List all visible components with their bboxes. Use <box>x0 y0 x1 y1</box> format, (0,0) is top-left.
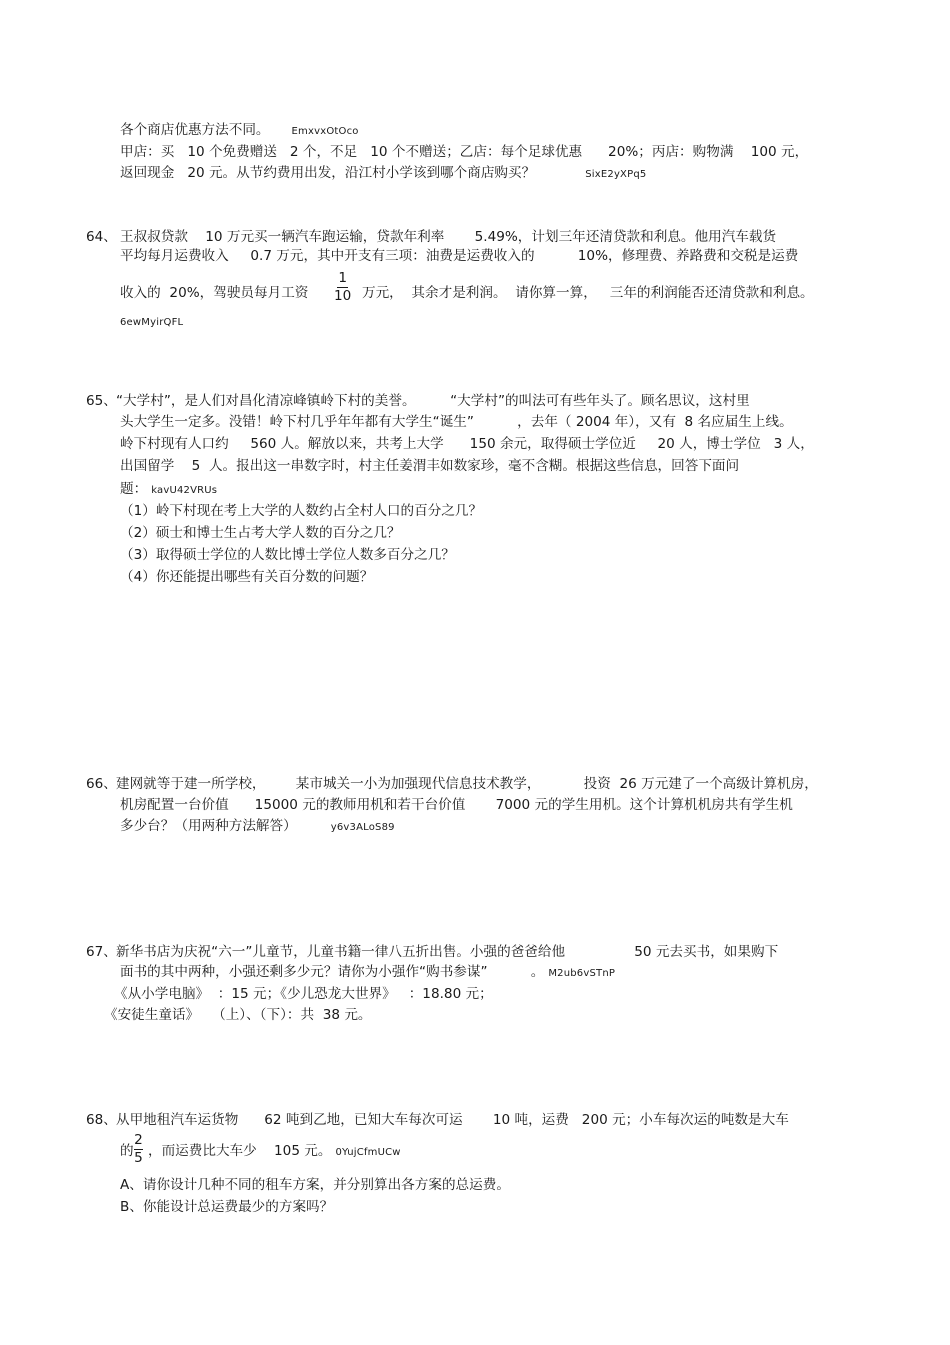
intro-line-3 <box>120 164 646 184</box>
q66-line-2: 机房配置一台价值 15000 元的教师用机和若干台价值 7000 元的学生用机。这个计算机机房共有学生机 <box>120 797 793 813</box>
q68-fraction-denominator: 5 <box>134 1150 143 1166</box>
q64-line-2: 平均每月运费收入 0.7 万元，其中开支有三项：油费是运费收入的 10%，修理费、养路费和交税是运费 <box>120 248 799 264</box>
q68-fraction-numerator: 2 <box>134 1132 143 1148</box>
intro-code-2: SixE2yXPq5 <box>585 169 647 180</box>
q64-line-3b: 万元， 其余才是利润。 请你算一算， 三年的利润能否还清贷款和利息。 <box>362 285 814 301</box>
q65-code: kavU42VRUs <box>151 485 218 496</box>
q68-code: 0YujCfmUCw <box>335 1147 401 1158</box>
q67-line-1: 新华书店为庆祝“六一”儿童节，儿童书籍一律八五折出售。小强的爸爸给他 50 元去买书，如果购下 <box>116 944 779 960</box>
q64-number: 64、 <box>86 229 117 245</box>
q67-number: 67、 <box>86 944 117 960</box>
intro-code-1: EmxvxOtOco <box>291 126 359 137</box>
q68-line-2b <box>148 1142 401 1162</box>
q66-number: 66、 <box>86 776 117 792</box>
intro-line-1 <box>120 121 359 141</box>
q67-text-2: 面书的其中两种，小强还剩多少元？请你为小强作“购书参谋” 。 <box>120 964 545 980</box>
q67-line-2 <box>120 963 615 983</box>
q65-sub-3: （3）取得硕士学位的人数比博士学位人数多百分之几？ <box>120 547 455 563</box>
q65-line-5 <box>120 480 217 500</box>
q68-line-1: 从甲地租汽车运货物 62 吨到乙地，已知大车每次可运 10 吨，运费 200 元；小车每次运的吨数是大车 <box>116 1112 789 1128</box>
q68-option-a: A、请你设计几种不同的租车方案，并分别算出各方案的总运费。 <box>120 1177 510 1193</box>
q65-number: 65、 <box>86 393 117 409</box>
q65-line-3: 岭下村现有人口约 560 人。解放以来，共考上大学 150 余元，取得硕士学位近 20 人，博士学位 3 人， <box>120 436 814 452</box>
q67-book-line-2: 《安徒生童话》 （上）、（下）：共 38 元。 <box>104 1007 372 1023</box>
q68-fraction <box>134 1133 143 1166</box>
q66-text-3: 多少台？（用两种方法解答） <box>120 818 297 834</box>
q64-line-3a: 收入的 20%，驾驶员每月工资 <box>120 285 309 301</box>
intro-line-2: 甲店：买 10 个免费赠送 2 个，不足 10 个不赠送；乙店：每个足球优惠 20%；丙店：购物满 100 元， <box>120 144 809 160</box>
q65-line-4: 出国留学 5 人。报出这一串数字时，村主任姜渭丰如数家珍，毫不含糊。根据这些信息，回答下面问 <box>120 458 740 474</box>
q64-fraction <box>334 271 351 304</box>
q65-sub-2: （2）硕士和博士生占考大学人数的百分之几？ <box>120 525 401 541</box>
q65-sub-4: （4）你还能提出哪些有关百分数的问题？ <box>120 569 374 585</box>
q68-text-2b: ，而运费比大车少 105 元。 <box>148 1143 332 1159</box>
q64-line-1: 王叔叔贷款 10 万元买一辆汽车跑运输，贷款年利率 5.49%，计划三年还清贷款和利息。他用汽车载货 <box>120 229 777 245</box>
intro-text-3: 返回现金 20 元。从节约费用出发，沿江村小学该到哪个商店购买？ <box>120 165 536 181</box>
q67-book-line-1: 《从小学电脑》 ：15 元；《少儿恐龙大世界》 ：18.80 元； <box>114 986 493 1002</box>
q66-line-1: 建网就等于建一所学校， 某市城关一小为加强现代信息技术教学， 投资 26 万元建了一个高级计算机房， <box>116 776 818 792</box>
q68-option-b: B、你能设计总运费最少的方案吗？ <box>120 1199 334 1215</box>
q65-text-5: 题： <box>120 481 148 497</box>
q67-code: M2ub6vSTnP <box>548 968 616 979</box>
q68-line-2a: 的 <box>120 1143 134 1159</box>
q65-line-1: “大学村”，是人们对昌化清凉峰镇岭下村的美誉。 “大学村”的叫法可有些年头了。顾名思议，这村里 <box>116 393 750 409</box>
q64-fraction-denominator: 10 <box>334 288 352 304</box>
q68-number: 68、 <box>86 1112 117 1128</box>
q64-code: 6ewMyirQFL <box>120 317 184 328</box>
q65-line-2: 头大学生一定多。没错！岭下村几乎年年都有大学生“诞生” ，去年（ 2004 年），又有 8 名应届生上线。 <box>120 414 793 430</box>
intro-text-1: 各个商店优惠方法不同。 <box>120 122 270 138</box>
q66-code: y6v3ALoS89 <box>330 822 395 833</box>
q66-line-3 <box>120 817 395 837</box>
q65-sub-1: （1）岭下村现在考上大学的人数约占全村人口的百分之几？ <box>120 503 483 519</box>
q64-fraction-numerator: 1 <box>338 270 347 286</box>
